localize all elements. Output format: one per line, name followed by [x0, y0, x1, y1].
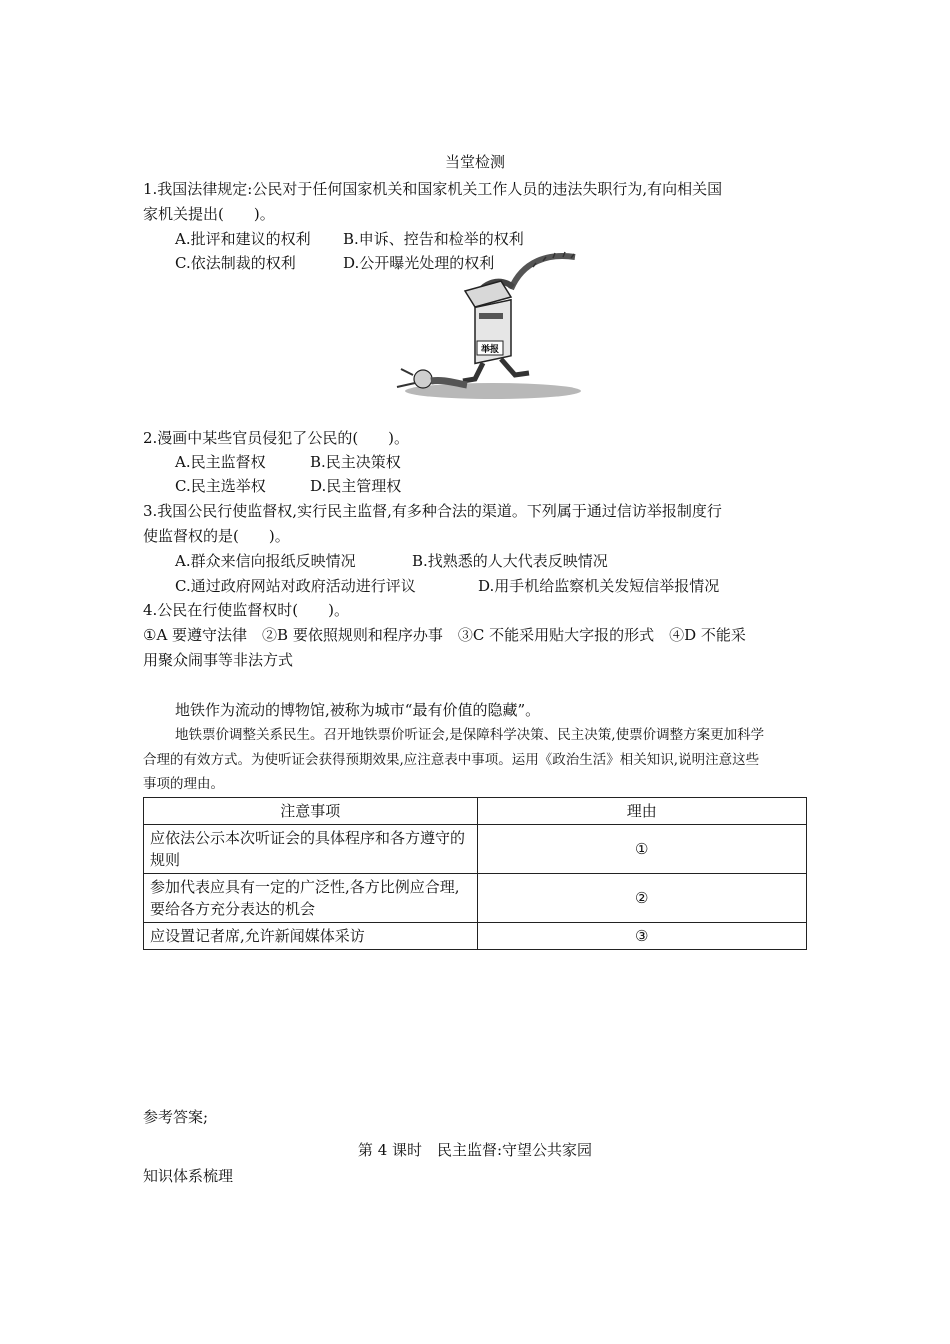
question-2-option-c: C.民主选举权: [175, 477, 266, 495]
table-cell-reason: ①: [477, 825, 807, 874]
section-heading: 当堂检测: [444, 153, 505, 171]
question-4-line-1: 4.公民在行使监督权时( )。: [143, 601, 350, 619]
table-header-row: [144, 798, 807, 825]
question-4-line-3: 用聚众闹事等非法方式: [143, 651, 294, 669]
question-3-option-a: A.群众来信向报纸反映情况: [175, 552, 356, 570]
question-2-option-d: D.民主管理权: [310, 477, 402, 495]
question-1-option-a: A.批评和建议的权利: [175, 230, 311, 248]
question-1-line-2: 家机关提出( )。: [143, 205, 275, 223]
question-2-line-1: 2.漫画中某些官员侵犯了公民的( )。: [143, 429, 410, 447]
question-3-line-2: 使监督权的是( )。: [143, 527, 290, 545]
passage-intro: 地铁作为流动的博物馆,被称为城市“最有价值的隐藏”。: [175, 701, 541, 719]
table-header-item: 注意事项: [144, 798, 478, 825]
fallen-person: [397, 369, 467, 388]
table-cell-reason: ②: [477, 874, 807, 923]
table-cell-item: 参加代表应具有一定的广泛性,各方比例应合理,要给各方充分表达的机会: [144, 874, 478, 923]
report-box-label: 举报: [480, 345, 500, 355]
question-3-line-1: 3.我国公民行使监督权,实行民主监督,有多种合法的渠道。下列属于通过信访举报制度行: [143, 502, 722, 520]
section-title: 知识体系梳理: [143, 1167, 234, 1185]
passage-line-2: 合理的有效方式。为使听证会获得预期效果,应注意表中事项。运用《政治生活》相关知识,说明注意这些: [143, 752, 760, 768]
question-4-line-2: ①A 要遵守法律 ②B 要依照规则和程序办事 ③C 不能采用贴大字报的形式 ④D 不能采: [143, 626, 746, 644]
lesson-title: 第 4 课时 民主监督:守望公共家园: [357, 1141, 593, 1159]
question-1-option-c: C.依法制裁的权利: [175, 254, 296, 272]
table-header-reason: 理由: [477, 798, 807, 825]
table-row: [144, 874, 807, 923]
table-row: [144, 825, 807, 874]
question-3-option-d: D.用手机给监察机关发短信举报情况: [478, 577, 720, 595]
table-cell-reason: ③: [477, 923, 807, 950]
notes-table: [143, 797, 807, 950]
answers-label: 参考答案;: [143, 1108, 209, 1126]
cartoon-illustration: [383, 251, 583, 401]
question-3-option-b: B.找熟悉的人大代表反映情况: [412, 552, 608, 570]
passage-line-3: 事项的理由。: [143, 776, 224, 792]
question-1-line-1: 1.我国法律规定:公民对于任何国家机关和国家机关工作人员的违法失职行为,有向相关国: [143, 180, 723, 198]
passage-line-1: 地铁票价调整关系民生。召开地铁票价听证会,是保障科学决策、民主决策,使票价调整方案更加科学: [175, 727, 765, 743]
question-2-option-b: B.民主决策权: [310, 453, 401, 471]
question-3-option-c: C.通过政府网站对政府活动进行评议: [175, 577, 416, 595]
question-1-option-b: B.申诉、控告和检举的权利: [343, 230, 524, 248]
report-box: [465, 281, 511, 363]
table-row: [144, 923, 807, 950]
question-2-option-a: A.民主监督权: [175, 453, 266, 471]
table-cell-item: 应设置记者席,允许新闻媒体采访: [144, 923, 478, 950]
table-cell-item: 应依法公示本次听证会的具体程序和各方遵守的规则: [144, 825, 478, 874]
question-1-option-d: D.公开曝光处理的权利: [343, 254, 495, 272]
